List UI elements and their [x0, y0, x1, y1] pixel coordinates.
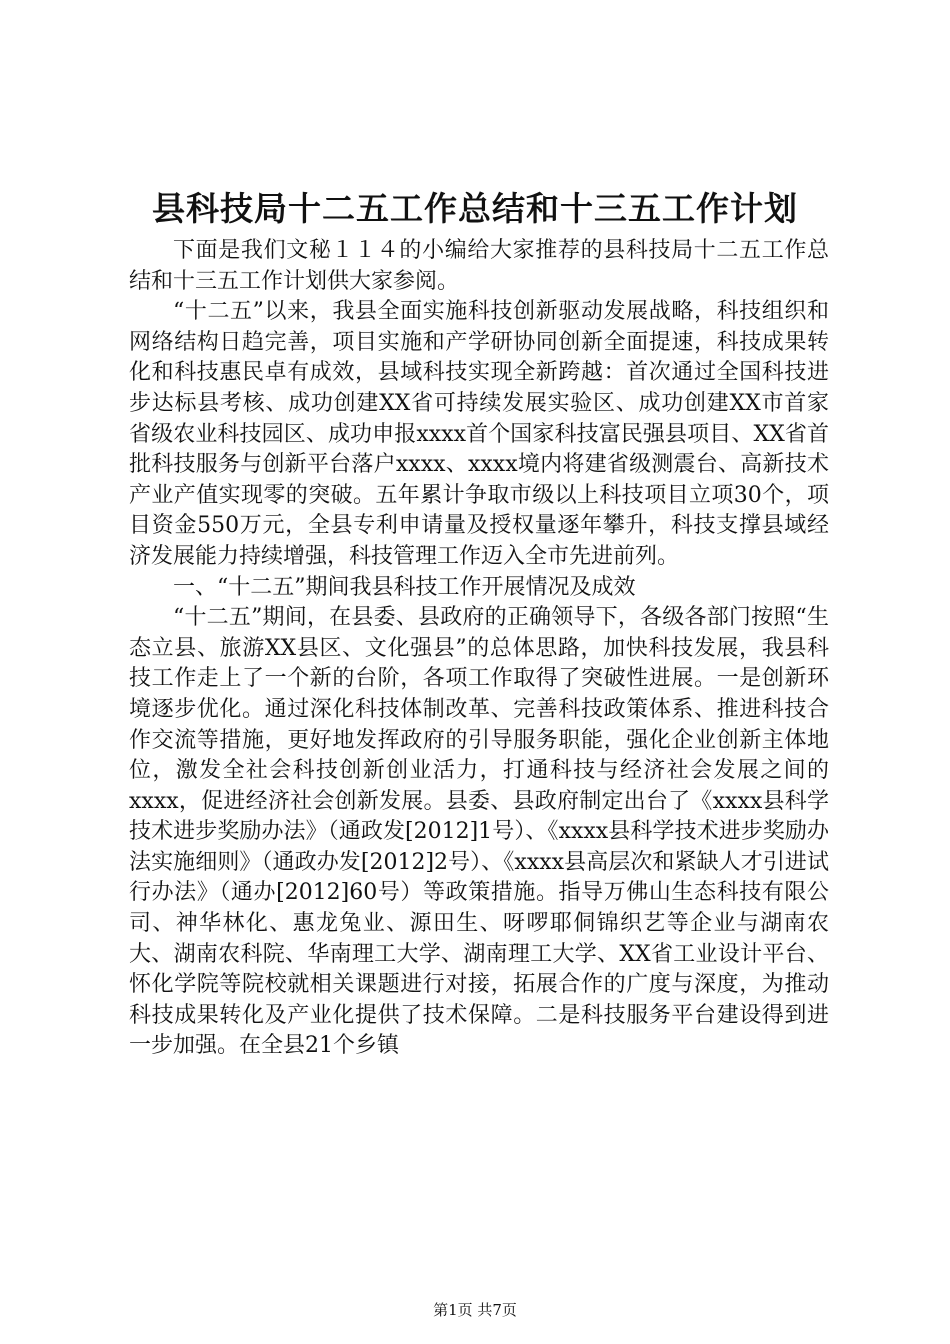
- intro-paragraph: 下面是我们文秘１１４的小编给大家推荐的县科技局十二五工作总结和十三五工作计划供大家参阅。: [129, 238, 829, 294]
- page-number-footer: 第1页 共7页: [433, 1301, 517, 1319]
- section-paragraph: “十二五”期间，在县委、县政府的正确领导下，各级各部门按照“生态立县、旅游XX县区、文化强县”的总体思路，加快科技发展，我县科技工作走上了一个新的台阶，各项工作取得了突破性进展。一是创新环境逐步优化。通过深化科技体制改革、完善科技政策体系、推进科技合作交流等措施，更好地发挥政府的引导服务职能，强化企业创新主体地位，激发全社会科技创新创业活力，打通科技与经济社会发展之间的xxxx，促进经济社会创新发展。县委、县政府制定出台了《xxxx县科学技术进步奖励办法》（通政发[2012]1号）、《xxxx县科学技术进步奖励办法实施细则》（通政办发[2012]2号）、《xxxx县高层次和紧缺人才引进试行办法》（通办[2012]60号）等政策措施。指导万佛山生态科技有限公司、神华林化、惠龙兔业、源田生、呀啰耶侗锦织艺等企业与湖南农大、湖南农科院、华南理工大学、湖南理工大学、XX省工业设计平台、怀化学院等院校就相关课题进行对接，拓展合作的广度与深度，为推动科技成果转化及产业化提供了技术保障。二是科技服务平台建设得到进一步加强。在全县21个乡镇: [129, 605, 829, 1059]
- overview-paragraph: “十二五”以来，我县全面实施科技创新驱动发展战略，科技组织和网络结构日趋完善，项目实施和产学研协同创新全面提速，科技成果转化和科技惠民卓有成效，县域科技实现全新跨越：首次通过全国科技进步达标县考核、成功创建XX省可持续发展实验区、成功创建XX市首家省级农业科技园区、成功申报xxxx首个国家科技富民强县项目、XX省首批科技服务与创新平台落户xxxx、xxxx境内将建省级测震台、高新技术产业产值实现零的突破。五年累计争取市级以上科技项目立项30个，项目资金550万元，全县专利申请量及授权量逐年攀升，科技支撑县域经济发展能力持续增强，科技管理工作迈入全市先进前列。: [129, 299, 829, 569]
- section-heading: 一、“十二五”期间我县科技工作开展情况及成效: [173, 574, 636, 600]
- document-title: 县科技局十二五工作总结和十三五工作计划: [152, 189, 798, 228]
- document-body: [129, 236, 829, 1062]
